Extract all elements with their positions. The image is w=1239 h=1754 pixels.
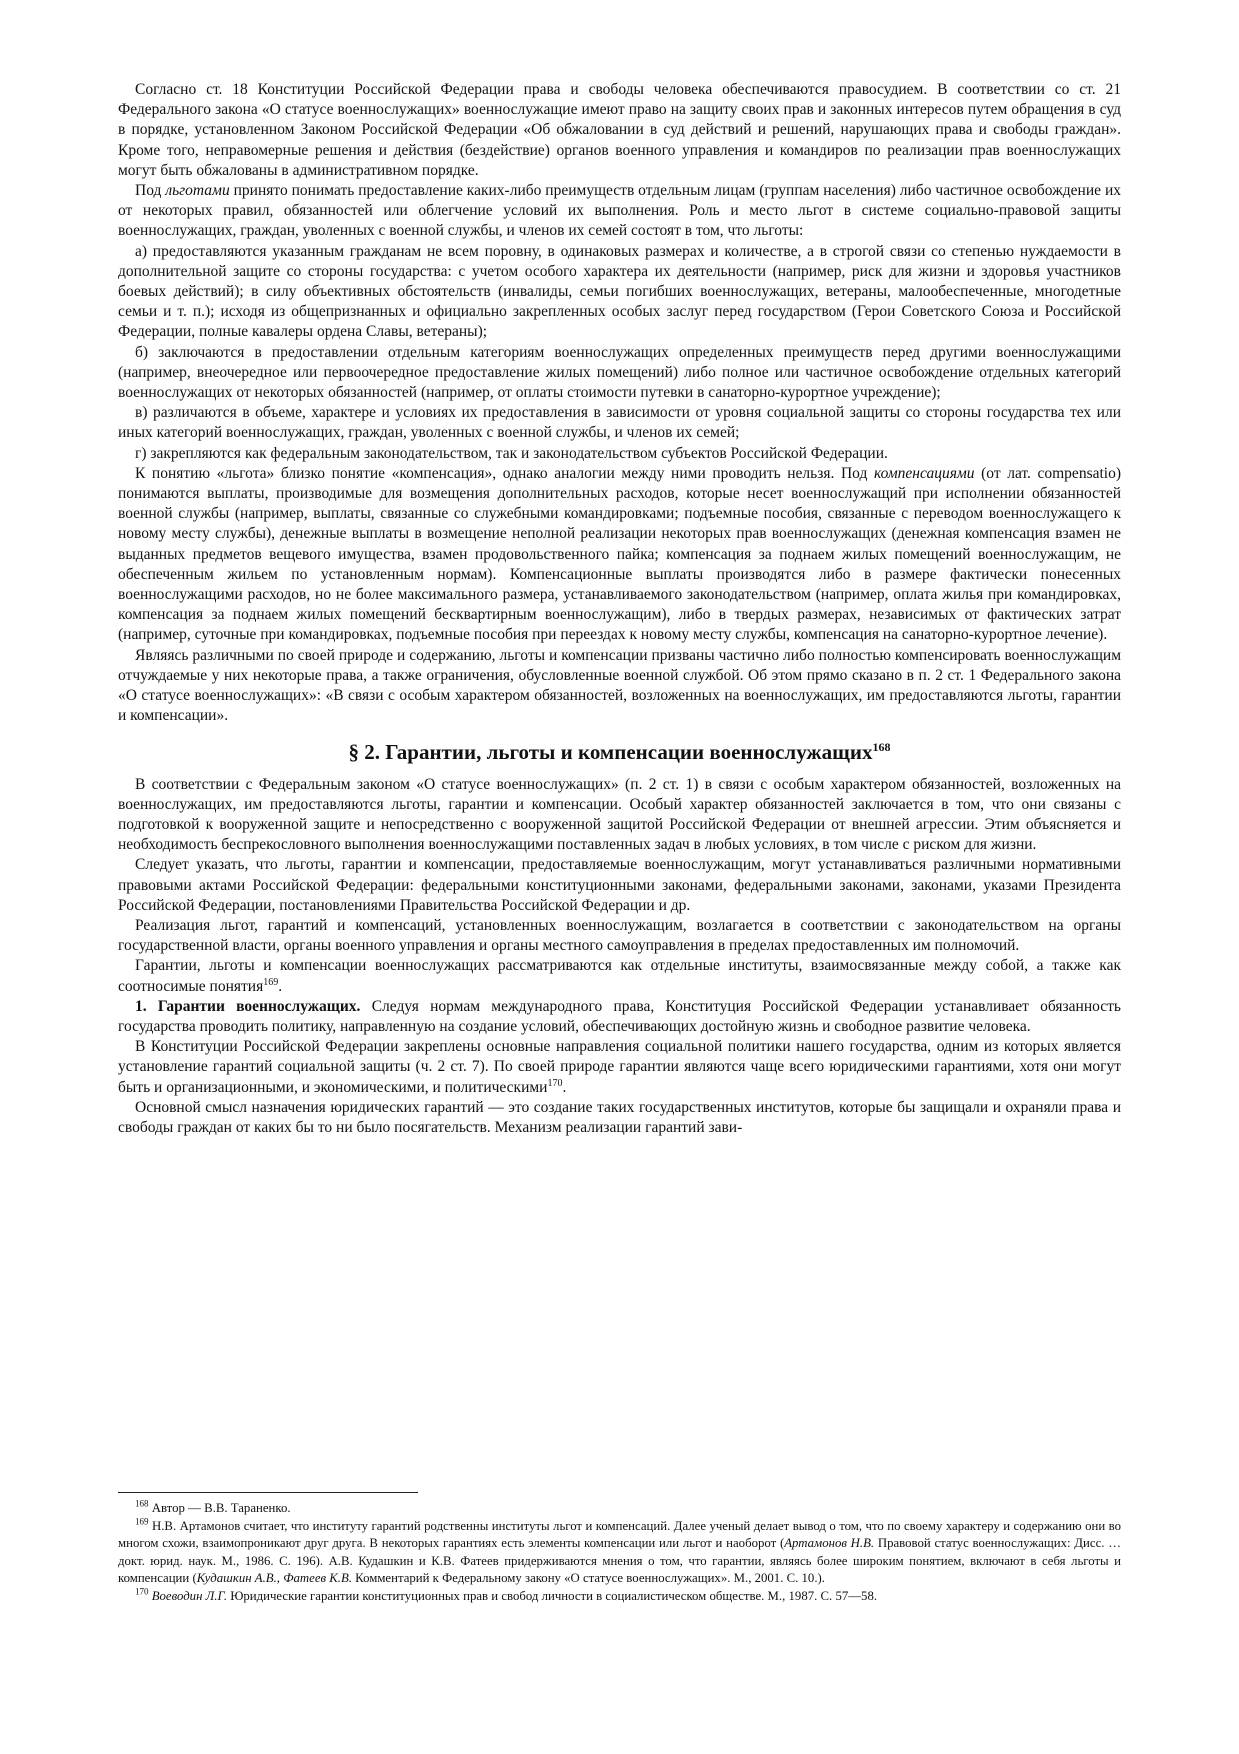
paragraph: Согласно ст. 18 Конституции Российской Федерации права и свободы человека обеспечиваются правосудием. В соответствии со ст. 21 Федерального закона «О статусе военнослужащих» военнослужащие имеют право на защиту своих прав и законных интересов путем обращения в суд в порядке, установленном Законом Российской Федерации «Об обжаловании в суд действий и решений, нарушающих права и свободы граждан». Кроме того, неправомерные решения и действия (бездействие) органов военного управления и командиров по реализации прав военнослужащих могут быть обжалованы в административном порядке. — [118, 81, 1121, 179]
footnote-ref: 168 — [872, 739, 891, 754]
footnote-170 — [118, 1588, 1121, 1606]
footnote-text: Автор — В.В. Тараненко. — [148, 1501, 291, 1515]
text-run: (от лат. compensatio) понимаются выплаты, производимые для возмещения дополнительных расходов, которые несет военнослужащий при исполнении обязанностей военной службы (например, выплаты, связанные со служебными командировками; подъемные пособия, связанные с переводом военнослужащего к новому месту службы), денежные выплаты в возмещение неполной реализации некоторых прав военнослужащих (денежная компенсация взамен не выданных предметов вещевого имущества, взамен продовольственного пайка; компенсация за поднаем жилых помещений военнослужащим, не обеспеченным жильем по установленным нормам). Компенсационные выплаты производятся либо в размере фактически понесенных военнослужащими расходов, но не более максимального размера, устанавливаемого законодательством (например, оплата жилья при командировках, компенсация за поднаем жилых помещений бесквартирным военнослужащим), либо в твердых размерах, независимых от фактических затрат (например, суточные при командировках, подъемные пособия при переездах к новому месту службы, компенсация на санаторно-курортное лечение). — [118, 464, 1122, 644]
text-run: . — [562, 1078, 567, 1096]
footnote-ref: 170 — [547, 1077, 563, 1089]
footnote-text: Комментарий к Федеральному закону «О статусе военнослужащих». М., 2001. С. 10.). — [351, 1571, 825, 1586]
italic-term: льготами — [165, 182, 230, 200]
paragraph: Реализация льгот, гарантий и компенсаций, установленных военнослужащим, возлагается в соответствии с законодательством на органы государственной власти, органы военного управления и органы местного самоуправления в пределах предоставленных им полномочий. — [118, 916, 1121, 955]
heading-text: § 2. Гарантии, льготы и компенсации военнослужащих — [348, 739, 873, 764]
text-run: принято понимать предоставление каких-либо преимуществ отдельным лицам (группам населения) либо частичное освобождение их от некоторых правил, обязанностей или облегчение условий их выполнения. Роль и место льгот в системе социально-правовой защиты военнослужащих, граждан, уволенных с военной службы, и членов их семей состоят в том, что льготы: — [118, 182, 1121, 240]
text-run: . — [278, 977, 283, 995]
paragraph: Основной смысл назначения юридических гарантий — это создание таких государственных институтов, которые бы защищали и охраняли права и свободы граждан от каких бы то ни было посягательств. Механизм реализации гарантий зави- — [118, 1098, 1121, 1136]
footnote-169 — [118, 1518, 1121, 1588]
footnote-number: 168 — [135, 1498, 149, 1509]
paragraph: Следует указать, что льготы, гарантии и компенсации, предоставляемые военнослужащим, могут устанавливаться различными нормативными правовыми актами Российской Федерации: федеральными конституционными законами, федеральными законами, законами, указами Президента Российской Федерации, постановлениями Правительства Российской Федерации и др. — [118, 856, 1121, 914]
italic-term: компенсациями — [873, 464, 975, 482]
paragraph — [118, 997, 1121, 1037]
footnote-number: 169 — [135, 1516, 149, 1527]
footnote-168 — [118, 1500, 1121, 1518]
text-run: Гарантии, льготы и компенсации военнослужащих рассматриваются как отдельные институты, взаимосвязанные между собой, а также как соотносимые понятия — [118, 957, 1121, 995]
text-run: Под — [135, 182, 166, 200]
list-item: в) различаются в объеме, характере и условиях их предоставления в зависимости от уровня социальной защиты со стороны государства тех или иных категорий военнослужащих, граждан, уволенных с военной службы, и членов их семей; — [118, 404, 1121, 442]
paragraph — [118, 956, 1121, 996]
run-in-heading: 1. Гарантии военнослужащих. — [135, 997, 361, 1015]
footnote-text: Юридические гарантии конституционных прав и свобод личности в социалистическом обществе. М., 1987. С. 57—58. — [227, 1588, 878, 1603]
list-item: а) предоставляются указанным гражданам не всем поровну, в одинаковых размерах и количестве, а в строгой связи со степенью нуждаемости в дополнительной защите со стороны государства: с учетом особого характера их деятельности (например, риск для жизни и здоровья участников боевых действий); в силу объективных обстоятельств (инвалиды, семьи погибших военнослужащих, ветераны, малообеспеченные, многодетные семьи и т. п.); исходя из общепризнанных и официально закрепленных особых заслуг перед государством (Герои Советского Союза и Российской Федерации, полные кавалеры ордена Славы, ветераны); — [118, 242, 1121, 341]
paragraph: Являясь различными по своей природе и содержанию, льготы и компенсации призваны частично либо полностью компенсировать военнослужащим отчуждаемые у них некоторые права, а также ограничения, обусловленные военной службой. Об этом прямо сказано в п. 2 ст. 1 Федерального закона «О статусе военнослужащих»: «В связи с особым характером обязанностей, возложенных на военнослужащих, им предоставляются льготы, гарантии и компенсации». — [118, 646, 1121, 725]
cited-author: Кудашкин А.В., Фатеев К.В. — [196, 1571, 352, 1586]
text-run: Следуя нормам международного права, Конституция Российской Федерации устанавливает обязанность государства проводить политику, направленную на создание условий, обеспечивающих достойную жизнь и свободное развитие человека. — [118, 997, 1121, 1035]
paragraph — [118, 181, 1121, 242]
cited-author: Артамонов Н.В. — [784, 1536, 875, 1551]
paragraph — [118, 1037, 1121, 1098]
list-item: г) закрепляются как федеральным законодательством, так и законодательством субъектов Российской Федерации. — [135, 444, 888, 462]
paragraph — [118, 464, 1121, 646]
footnote-ref: 169 — [263, 976, 279, 988]
footnote-number: 170 — [135, 1586, 149, 1597]
footnote-text: Н.В. Артамонов считает, что институту гарантий родственны институты льгот и компенсаций. Далее ученый делает вывод о том, что по своему характеру и содержанию они во многом схожи, взаимопроникают друг друга. В некоторых гарантиях есть элементы компенсации или льгот и наоборот ( — [118, 1518, 1121, 1551]
cited-author: Воеводин Л.Г. — [148, 1588, 228, 1603]
text-run: В Конституции Российской Федерации закреплены основные направления социальной политики нашего государства, одним из которых является установление гарантий социальной защиты (ч. 2 ст. 7). По своей природе гарантии являются чаще всего юридическими гарантиями, хотя они могут быть и организационными, и экономическими, и политическими — [118, 1038, 1121, 1096]
section-heading — [118, 739, 1121, 765]
list-item: б) заключаются в предоставлении отдельным категориям военнослужащих определенных преимуществ перед другими военнослужащими (например, внеочередное или первоочередное предоставление жилых помещений) либо полное или частичное освобождение отдельных категорий военнослужащих от некоторых обязанностей (например, от оплаты стоимости путевки в санаторно-курортное учреждение); — [118, 343, 1121, 402]
footnotes — [118, 1500, 1121, 1606]
text-run: К понятию «льгота» близко понятие «компенсация», однако аналогии между ними проводить нельзя. Под — [135, 464, 874, 482]
footnote-text: Правовой статус военнослужащих: Дисс. … докт. юрид. наук. М., 1986. С. 196). А.В. Кудашкин и К.В. Фатеев придерживаются мнения о том, что гарантии, являясь более широким понятием, включают в себя льготы и компенсации ( — [118, 1536, 1121, 1586]
paragraph: В соответствии с Федеральным законом «О статусе военнослужащих» (п. 2 ст. 1) в связи с особым характером обязанностей, возложенных на военнослужащих, им предоставляются льготы, гарантии и компенсации. Особый характер обязанностей заключается в том, что они связаны с подготовкой к вооруженной защите и непосредственно с вооруженной защитой Российской Федерации от внешней агрессии. Этим объясняется и необходимость беспрекословного выполнения военнослужащими поставленных задач в любых условиях, в том числе с риском для жизни. — [118, 775, 1121, 854]
footnote-divider — [118, 1492, 418, 1493]
